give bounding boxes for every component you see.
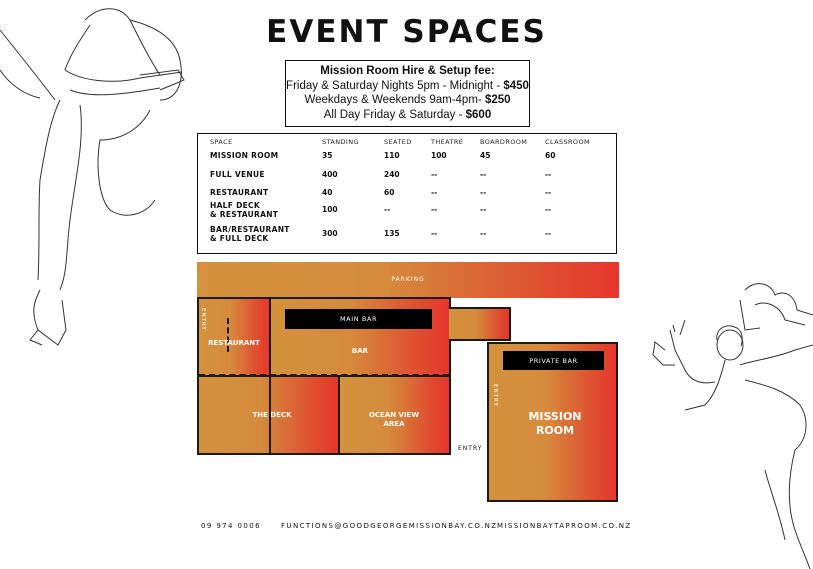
mission-room-label: MISSION ROOM [528, 410, 582, 437]
table-cell-seated: 60 [384, 188, 395, 197]
bar-annex [449, 307, 511, 341]
table-header-seated: SEATED [384, 138, 412, 146]
entry-left-label: ENTRY [200, 308, 206, 331]
table-cell-standing: 400 [322, 170, 338, 179]
table-cell-boardroom: 45 [480, 151, 491, 160]
table-header-standing: STANDING [322, 138, 359, 146]
table-cell-theatre: -- [431, 205, 438, 214]
fee-heading: Mission Room Hire & Setup fee: [320, 65, 495, 77]
main-bar-counter: MAIN BAR [285, 309, 432, 329]
entry-mission-label: ENTRY [492, 384, 498, 407]
page-title: EVENT SPACES [266, 14, 547, 50]
the-deck-label: THE DECK [252, 411, 292, 419]
restaurant-label: RESTAURANT [208, 339, 260, 347]
table-row-space: MISSION ROOM [210, 151, 279, 160]
table-cell-theatre: -- [431, 188, 438, 197]
table-cell-boardroom: -- [480, 229, 487, 238]
table-cell-seated: 135 [384, 229, 400, 238]
entry-bottom-label: ENTRY [458, 445, 483, 452]
footer-website: MISSIONBAYTAPROOM.CO.NZ [497, 522, 632, 530]
bar-label: BAR [351, 347, 369, 355]
table-cell-seated: 110 [384, 151, 400, 160]
footer-phone: 09 974 0006 [201, 522, 261, 530]
table-header-theatre: THEATRE [431, 138, 464, 146]
table-cell-theatre: -- [431, 170, 438, 179]
table-cell-classroom: -- [545, 170, 552, 179]
table-cell-boardroom: -- [480, 188, 487, 197]
table-cell-standing: 35 [322, 151, 333, 160]
table-cell-classroom: -- [545, 188, 552, 197]
table-cell-boardroom: -- [480, 170, 487, 179]
table-header-classroom: CLASSROOM [545, 138, 590, 146]
table-cell-seated: 240 [384, 170, 400, 179]
parking-label: PARKING [391, 276, 425, 283]
private-bar-counter: PRIVATE BAR [503, 351, 604, 370]
table-row-space: HALF DECK & RESTAURANT [210, 201, 279, 219]
table-cell-theatre: 100 [431, 151, 447, 160]
fee-line-allday: All Day Friday & Saturday - $600 [323, 108, 492, 121]
footer-email: FUNCTIONS@GOODGEORGEMISSIONBAY.CO.NZ [281, 522, 498, 530]
table-row-space: RESTAURANT [210, 188, 269, 197]
table-cell-theatre: -- [431, 229, 438, 238]
table-cell-standing: 40 [322, 188, 333, 197]
table-row-space: FULL VENUE [210, 170, 265, 179]
table-cell-standing: 300 [322, 229, 338, 238]
table-cell-standing: 100 [322, 205, 338, 214]
capacity-table [197, 133, 617, 254]
table-cell-boardroom: -- [480, 205, 487, 214]
dancer-illustration-left [0, 0, 200, 360]
deck-divider [199, 374, 449, 376]
table-header-boardroom: BOARDROOM [480, 138, 528, 146]
table-cell-classroom: 60 [545, 151, 556, 160]
table-cell-seated: -- [384, 205, 391, 214]
table-cell-classroom: -- [545, 205, 552, 214]
fee-line-weekdays: Weekdays & Weekends 9am-4pm- $250 [304, 94, 511, 106]
table-row-space: BAR/RESTAURANT & FULL DECK [210, 225, 290, 243]
restaurant-room [197, 297, 271, 377]
ocean-view-label: OCEAN VIEW AREA [368, 411, 420, 428]
hire-fee-box [285, 60, 530, 127]
table-cell-classroom: -- [545, 229, 552, 238]
table-header-space: SPACE [210, 138, 233, 146]
fee-line-nights: Friday & Saturday Nights 5pm - Midnight - $450 [286, 79, 529, 92]
dancer-illustration-right [645, 270, 813, 569]
